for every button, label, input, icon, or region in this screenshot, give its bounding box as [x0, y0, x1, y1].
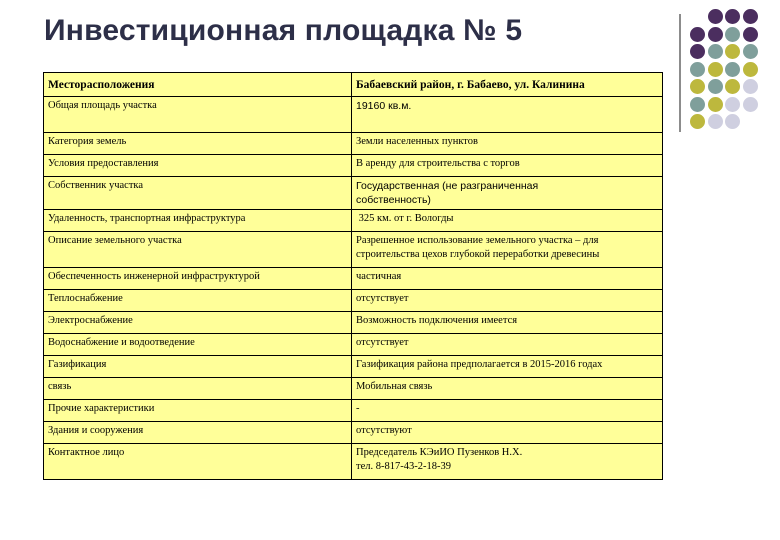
decorative-dot: [690, 27, 705, 42]
row-value: Земли населенных пунктов: [352, 133, 663, 155]
row-value-line: собственность): [356, 194, 431, 206]
table-row: [44, 312, 663, 334]
row-value: 325 км. от г. Вологды: [352, 210, 663, 232]
decorative-dot: [743, 27, 758, 42]
decorative-dot: [708, 62, 723, 77]
row-value: отсутствует: [352, 290, 663, 312]
info-table: [43, 72, 663, 480]
decorative-dot: [708, 97, 723, 112]
row-label: Удаленность, транспортная инфраструктура: [44, 210, 352, 232]
row-value: частичная: [352, 268, 663, 290]
row-value: [352, 232, 663, 268]
table-row: [44, 177, 663, 210]
row-label: Собственник участка: [44, 177, 352, 210]
row-label: Общая площадь участка: [44, 97, 352, 133]
decorative-dot: [708, 27, 723, 42]
row-value: Возможность подключения имеется: [352, 312, 663, 334]
row-label: Контактное лицо: [44, 444, 352, 480]
header-value: Бабаевский район, г. Бабаево, ул. Калинина: [352, 73, 663, 97]
decorative-dot: [690, 44, 705, 59]
decorative-dot: [708, 44, 723, 59]
table-row: [44, 232, 663, 268]
table-row: [44, 400, 663, 422]
row-value: Газификация района предполагается в 2015-2016 годах: [352, 356, 663, 378]
decorative-dot: [725, 79, 740, 94]
row-label: Категория земель: [44, 133, 352, 155]
decorative-dot: [743, 62, 758, 77]
row-label: Здания и сооружения: [44, 422, 352, 444]
decorative-dot: [725, 44, 740, 59]
row-value-line: тел. 8-817-43-2-18-39: [356, 461, 451, 472]
decorative-dot: [708, 114, 723, 129]
row-value-line: строительства цехов глубокой переработки древесины: [356, 249, 600, 260]
decorative-dot: [725, 9, 740, 24]
table-row: [44, 268, 663, 290]
row-value: В аренду для строительства с торгов: [352, 155, 663, 177]
row-value: 19160 кв.м.: [352, 97, 663, 133]
table-row: [44, 155, 663, 177]
decorative-dot: [690, 114, 705, 129]
row-label: Водоснабжение и водоотведение: [44, 334, 352, 356]
decorative-dot: [725, 97, 740, 112]
row-label: Условия предоставления: [44, 155, 352, 177]
row-value: [352, 444, 663, 480]
row-value: отсутствует: [352, 334, 663, 356]
decorative-dot: [725, 62, 740, 77]
table-row: [44, 422, 663, 444]
decorative-dot: [690, 79, 705, 94]
row-value: [352, 177, 663, 210]
table-row: [44, 133, 663, 155]
table-row: [44, 210, 663, 232]
row-label: Прочие характеристики: [44, 400, 352, 422]
table-header-row: [44, 73, 663, 97]
decorative-dot: [708, 9, 723, 24]
vertical-divider: [679, 14, 681, 132]
decorative-dot: [725, 114, 740, 129]
header-label: Месторасположения: [44, 73, 352, 97]
row-label: Описание земельного участка: [44, 232, 352, 268]
table-row: [44, 378, 663, 400]
decorative-dot: [690, 62, 705, 77]
table-row: [44, 334, 663, 356]
decorative-dot: [743, 44, 758, 59]
page-title: Инвестиционная площадка № 5: [44, 14, 523, 47]
row-label: Теплоснабжение: [44, 290, 352, 312]
row-value: отсутствуют: [352, 422, 663, 444]
row-label: связь: [44, 378, 352, 400]
decorative-dot: [725, 27, 740, 42]
row-value: -: [352, 400, 663, 422]
row-value: Мобильная связь: [352, 378, 663, 400]
row-label: Электроснабжение: [44, 312, 352, 334]
table-row: [44, 97, 663, 133]
decorative-dot: [743, 79, 758, 94]
decorative-dot: [708, 79, 723, 94]
decorative-dot: [690, 97, 705, 112]
table-row: [44, 290, 663, 312]
row-value-line: Председатель КЭиИО Пузенков Н.Х.: [356, 447, 523, 458]
decorative-dot: [743, 97, 758, 112]
table-row: [44, 356, 663, 378]
decorative-dot: [743, 9, 758, 24]
row-value-line: Государственная (не разграниченная: [356, 180, 539, 192]
row-label: Обеспеченность инженерной инфраструктурой: [44, 268, 352, 290]
table-row: [44, 444, 663, 480]
row-label: Газификация: [44, 356, 352, 378]
row-value-line: Разрешенное использование земельного участка – для: [356, 235, 599, 246]
